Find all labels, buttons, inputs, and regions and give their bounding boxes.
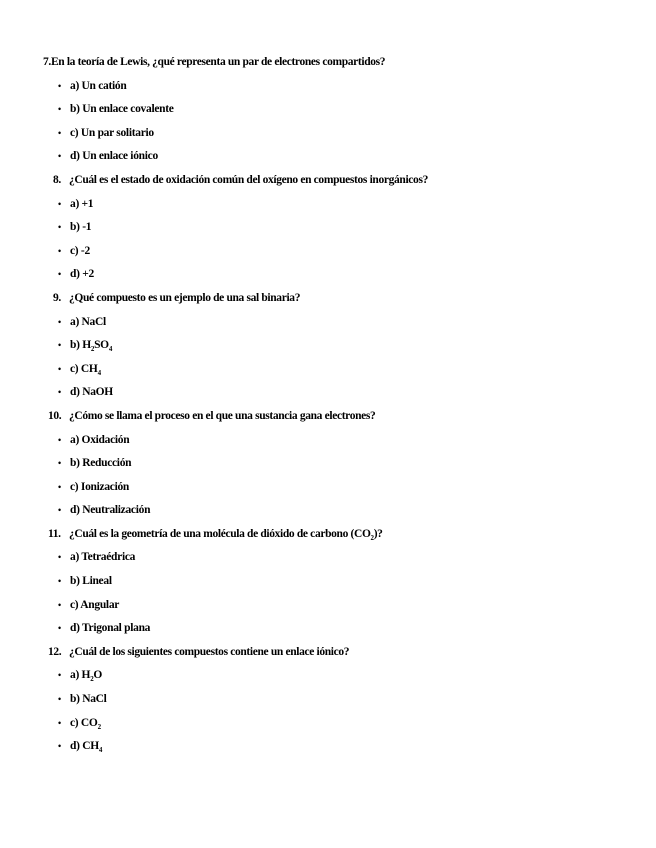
bullet-icon: • xyxy=(58,434,61,445)
option-7c xyxy=(0,122,656,146)
option-11a xyxy=(0,546,656,570)
option-text: b) Reducción xyxy=(70,457,132,470)
subscript: 4 xyxy=(108,345,113,354)
question-text: En la teoría de Lewis, ¿qué representa un par de electrones compartidos? xyxy=(50,56,386,68)
option-12b xyxy=(0,688,656,712)
option-7d xyxy=(0,145,656,169)
option-text: d) CH xyxy=(70,740,99,753)
bullet-icon: • xyxy=(58,104,61,115)
bullet-icon: • xyxy=(58,481,61,492)
option-text: c) CH xyxy=(70,362,98,375)
option-text: c) CO xyxy=(70,716,98,729)
question-text: ¿Cuál es el estado de oxidación común del oxígeno en compuestos inorgánicos? xyxy=(69,173,428,186)
option-7b xyxy=(0,98,656,122)
question-text: ¿Cuál es la geometría de una molécula de dióxido de carbono (CO xyxy=(69,527,371,540)
option-7a xyxy=(0,75,656,99)
option-9c xyxy=(0,358,656,382)
option-text: d) Trigonal plana xyxy=(70,622,151,635)
option-text: a) H xyxy=(70,669,91,682)
option-text: c) Angular xyxy=(70,598,120,611)
option-text: c) Un par solitario xyxy=(70,126,154,139)
quiz xyxy=(0,51,656,759)
option-11b xyxy=(0,570,656,594)
bullet-icon: • xyxy=(58,198,61,209)
subscript: 2 xyxy=(90,345,95,354)
subscript: 2 xyxy=(90,675,94,684)
option-11c xyxy=(0,594,656,618)
option-text: a) Oxidación xyxy=(70,433,130,446)
question-number: 8. xyxy=(53,173,61,186)
option-12d xyxy=(0,735,656,759)
option-text: b) -1 xyxy=(70,221,92,234)
question-number: 7. xyxy=(43,56,51,68)
bullet-icon: • xyxy=(58,222,61,233)
option-text: a) +1 xyxy=(70,197,94,210)
bullet-icon: • xyxy=(58,387,61,398)
option-10c xyxy=(0,476,656,500)
option-text-tail: O xyxy=(93,669,103,682)
bullet-icon: • xyxy=(58,245,61,256)
subscript: 2 xyxy=(370,533,374,542)
option-9a xyxy=(0,311,656,335)
option-12c xyxy=(0,712,656,736)
bullet-icon: • xyxy=(58,127,61,138)
option-8a xyxy=(0,193,656,217)
option-text: b) Un enlace covalente xyxy=(70,103,174,116)
option-9b xyxy=(0,334,656,358)
option-text: d) +2 xyxy=(70,268,94,281)
bullet-icon: • xyxy=(58,505,61,516)
bullet-icon: • xyxy=(58,599,61,610)
option-text: a) Un catión xyxy=(70,79,127,92)
bullet-icon: • xyxy=(58,576,61,587)
option-8d xyxy=(0,263,656,287)
question-11 xyxy=(0,523,656,547)
question-text: ¿Cómo se llama el proceso en el que una sustancia gana electrones? xyxy=(69,409,376,422)
bullet-icon: • xyxy=(58,340,61,351)
option-text-tail: SO xyxy=(94,339,109,352)
bullet-icon: • xyxy=(58,316,61,327)
option-text: a) Tetraédrica xyxy=(70,551,136,564)
option-text: c) -2 xyxy=(70,244,90,257)
option-8c xyxy=(0,240,656,264)
subscript: 4 xyxy=(97,368,101,377)
question-12 xyxy=(0,641,656,665)
option-text: b) H xyxy=(70,339,91,352)
question-text-tail: )? xyxy=(373,527,383,540)
option-text: d) NaOH xyxy=(70,386,113,399)
option-text: b) NaCl xyxy=(70,693,107,706)
option-11d xyxy=(0,617,656,641)
bullet-icon: • xyxy=(58,552,61,563)
question-text: ¿Cuál de los siguientes compuestos contiene un enlace iónico? xyxy=(69,645,350,658)
bullet-icon: • xyxy=(58,717,61,728)
bullet-icon: • xyxy=(58,741,61,752)
option-text: a) NaCl xyxy=(70,315,106,328)
bullet-icon: • xyxy=(58,269,61,280)
question-number: 12. xyxy=(48,645,62,658)
question-number: 11. xyxy=(48,527,61,540)
bullet-icon: • xyxy=(58,623,61,634)
question-number: 10. xyxy=(48,409,62,422)
bullet-icon: • xyxy=(58,80,61,91)
option-10b xyxy=(0,452,656,476)
option-text: d) Un enlace iónico xyxy=(70,150,158,163)
option-10d xyxy=(0,499,656,523)
question-10 xyxy=(0,405,656,429)
bullet-icon: • xyxy=(58,670,61,681)
option-text: d) Neutralización xyxy=(70,504,151,517)
bullet-icon: • xyxy=(58,458,61,469)
bullet-icon: • xyxy=(58,151,61,162)
option-8b xyxy=(0,216,656,240)
question-text: ¿Qué compuesto es un ejemplo de una sal binaria? xyxy=(69,291,301,304)
option-9d xyxy=(0,381,656,405)
question-9 xyxy=(0,287,656,311)
bullet-icon: • xyxy=(58,363,61,374)
question-7 xyxy=(0,51,656,75)
bullet-icon: • xyxy=(58,694,61,705)
option-12a xyxy=(0,664,656,688)
subscript: 4 xyxy=(98,746,103,755)
option-text: c) Ionización xyxy=(70,480,130,493)
subscript: 2 xyxy=(97,722,101,731)
question-number: 9. xyxy=(53,291,61,304)
option-text: b) Lineal xyxy=(70,575,112,588)
question-8 xyxy=(0,169,656,193)
option-10a xyxy=(0,429,656,453)
